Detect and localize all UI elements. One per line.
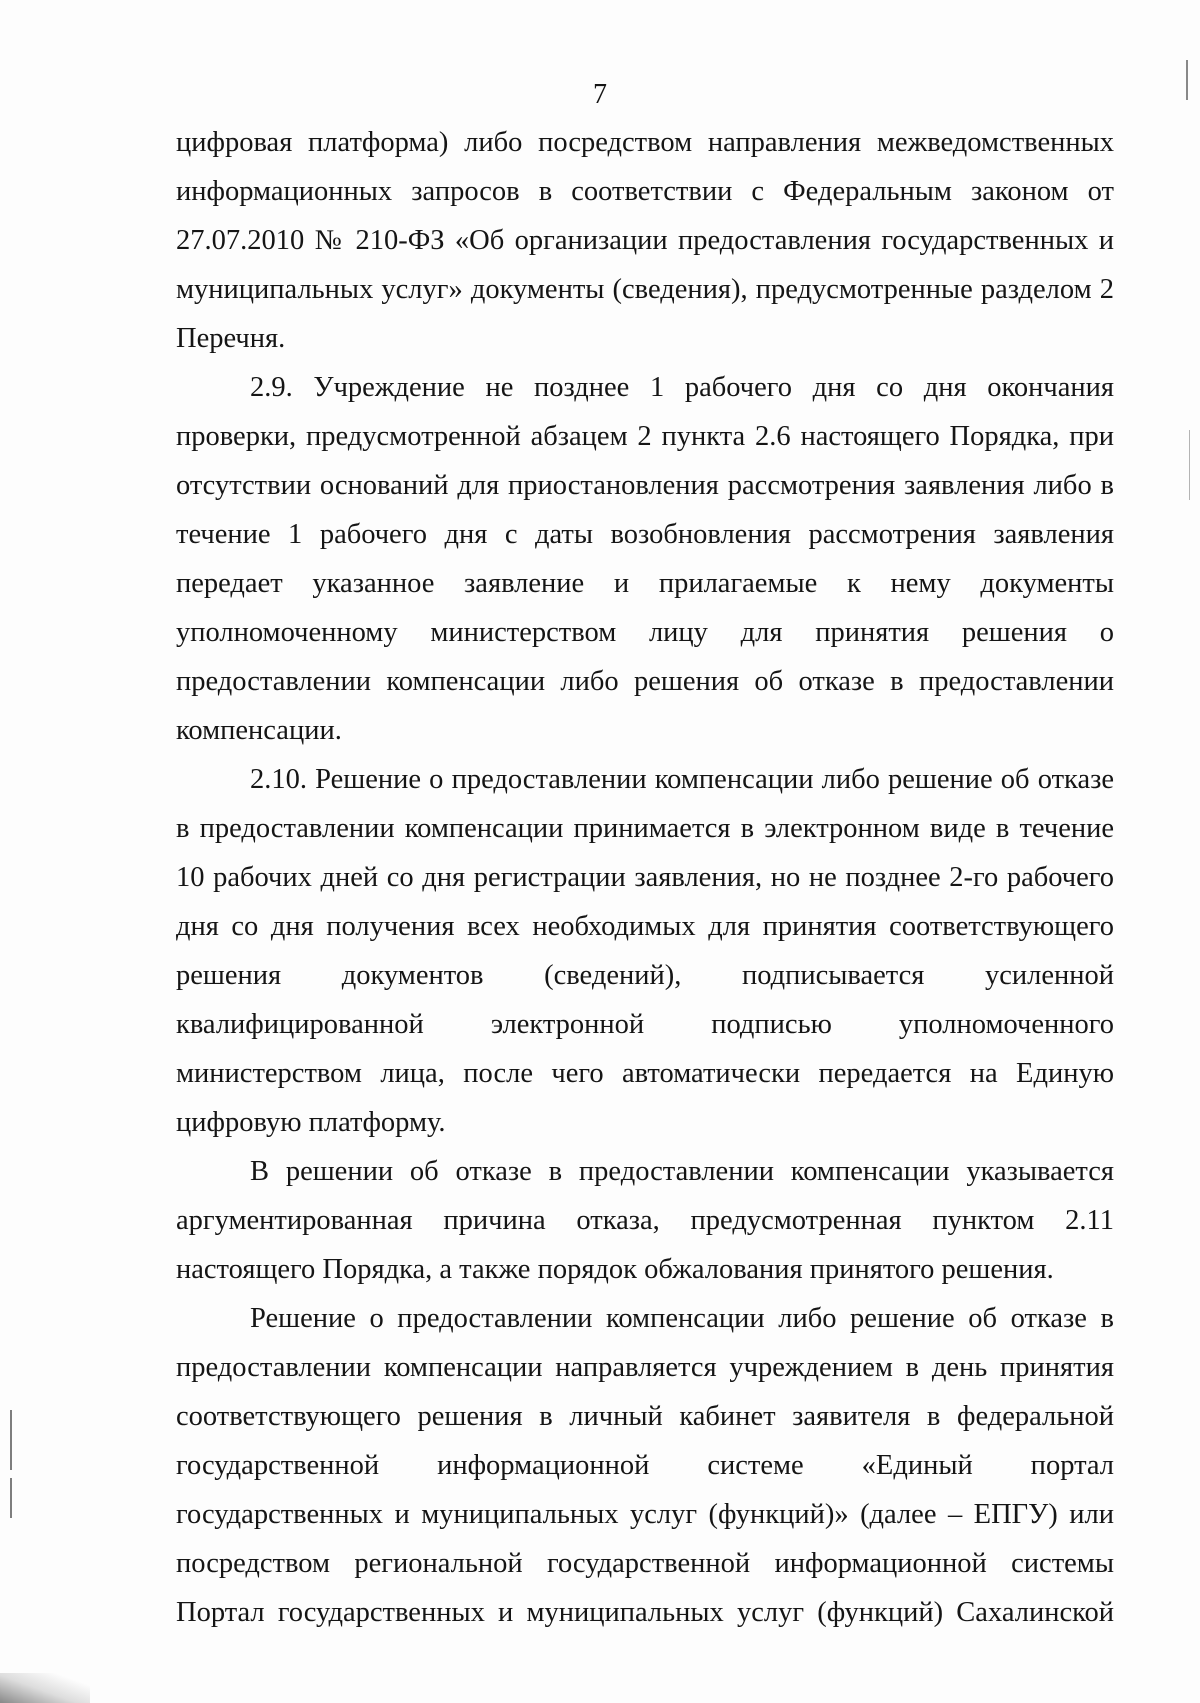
scan-edge-mark [10,1478,12,1518]
scan-corner-smudge [0,1673,90,1703]
paragraph-refusal-reason: В решении об отказе в предоставлении компенсации указывается аргументированная причина отказа, предусмотренная пунктом 2.11 настоящего Порядка, а также порядок обжалования принятого решения. [176,1156,1114,1285]
paragraph-clause-2-9: 2.9. Учреждение не позднее 1 рабочего дня со дня окончания проверки, предусмотренной абзацем 2 пункта 2.6 настоящего Порядка, при отсутствии оснований для приостановления рассмотрения заявления либо в течение 1 рабочего дня с даты возобновления рассмотрения заявления передает указанное заявление и прилагаемые к нему документы уполномоченному министерством лицу для принятия решения о предоставлении компенсации либо решения об отказе в предоставлении компенсации. [176,372,1114,746]
page-number: 7 [593,79,607,110]
document-body [176,118,1114,1637]
scan-edge-mark [10,1410,12,1470]
scan-edge-mark [1189,430,1190,500]
paragraph-continuation: цифровая платформа) либо посредством направления межведомственных информационных запросов в соответствии с Федеральным законом от 27.07.2010 № 210-ФЗ «Об организации предоставления государственных и муниципальных услуг» документы (сведения), предусмотренные разделом 2 Перечня. [176,127,1114,354]
paragraph-clause-2-10: 2.10. Решение о предоставлении компенсации либо решение об отказе в предоставлении компенсации принимается в электронном виде в течение 10 рабочих дней со дня регистрации заявления, но не позднее 2-го рабочего дня со дня получения всех необходимых для принятия соответствующего решения документов (сведений), подписывается усиленной квалифицированной электронной подписью уполномоченного министерством лица, после чего автоматически передается на Единую цифровую платформу. [176,764,1114,1138]
paragraph-decision-delivery: Решение о предоставлении компенсации либо решение об отказе в предоставлении компенсации направляется учреждением в день принятия соответствующего решения в личный кабинет заявителя в федеральной государственной информационной системе «Единый портал государственных и муниципальных услуг (функций)» (далее – ЕПГУ) или посредством региональной государственной информационной системы Портал государственных и муниципальных услуг (функций) Сахалинской [176,1303,1114,1628]
scan-edge-mark [1186,60,1188,100]
